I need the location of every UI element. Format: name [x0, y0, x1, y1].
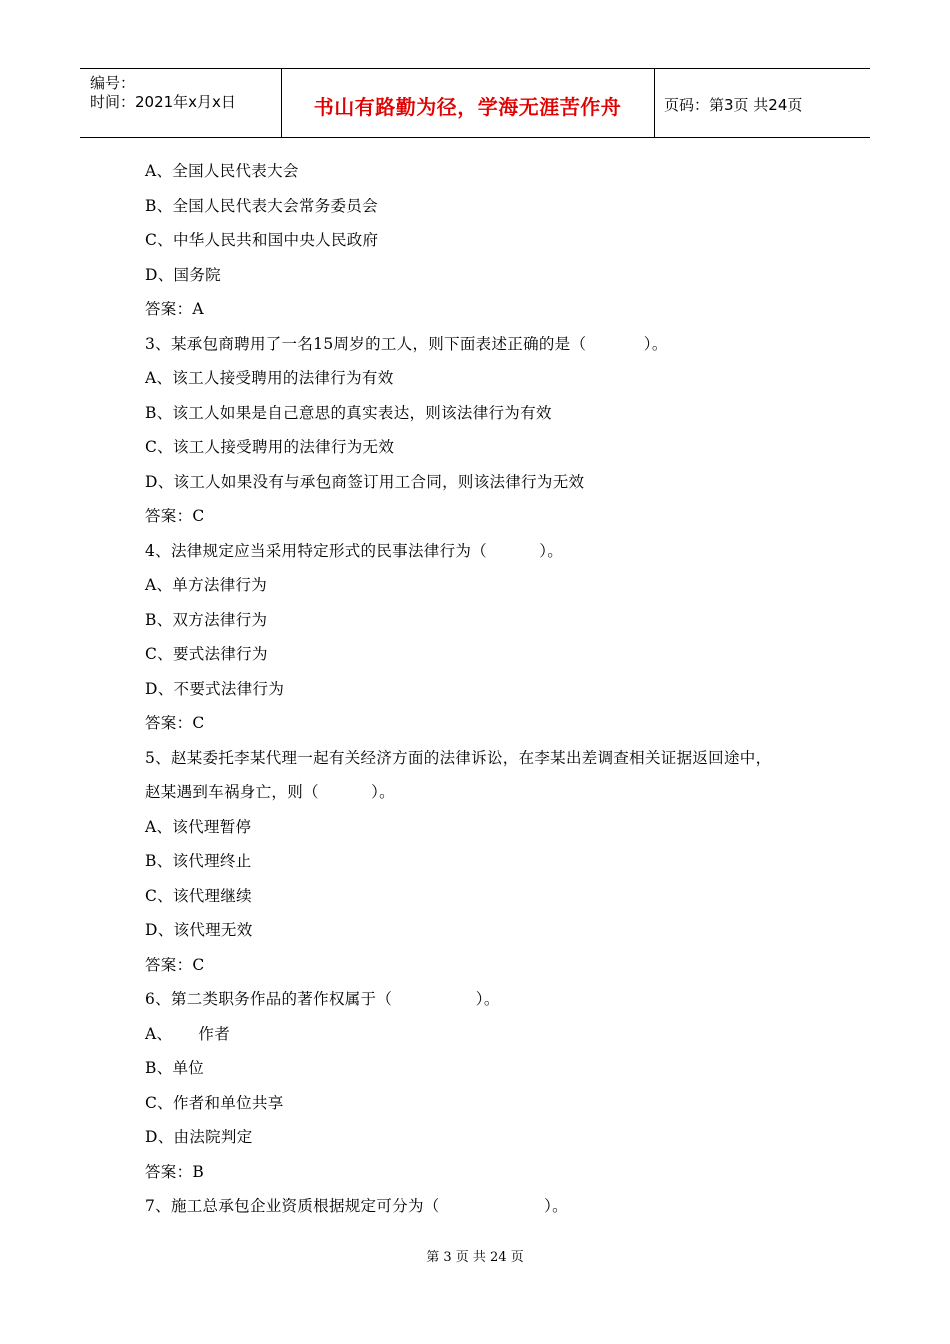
- text-line: A、全国人民代表大会: [145, 162, 299, 180]
- text-line: C、该工人接受聘用的法律行为无效: [145, 438, 395, 456]
- question-line: 4、法律规定应当采用特定形式的民事法律行为（ ）。: [145, 541, 564, 560]
- answer-line: 答案：B: [145, 1162, 205, 1181]
- answer-line: 答案：C: [145, 507, 205, 525]
- text-line: B、全国人民代表大会常务委员会: [145, 196, 378, 215]
- text-line: D、不要式法律行为: [145, 679, 285, 698]
- question-line: 3、某承包商聘用了一名15周岁的工人，则下面表述正确的是（ ）。: [145, 334, 668, 353]
- question-line: 6、第二类职务作品的著作权属于（ ）。: [145, 990, 500, 1008]
- question-line: 5、赵某委托李某代理一起有关经济方面的法律诉讼，在李某出差调查相关证据返回途中，: [145, 748, 772, 767]
- document-number-label: 编号：: [90, 74, 136, 92]
- text-line: D、国务院: [145, 265, 221, 284]
- text-line: A、该代理暂停: [145, 817, 252, 836]
- text-line: D、由法院判定: [145, 1128, 253, 1146]
- text-line: B、双方法律行为: [145, 610, 268, 629]
- text-line: A、 作者: [145, 1024, 231, 1043]
- header-page-number: 页码：第3页 共24页: [664, 96, 803, 114]
- text-line: C、作者和单位共享: [145, 1093, 284, 1112]
- page-footer: 第 3 页 共 24 页: [426, 1250, 524, 1265]
- question-line: 赵某遇到车祸身亡，则（ ）。: [145, 783, 395, 801]
- text-line: A、该工人接受聘用的法律行为有效: [145, 369, 394, 387]
- text-line: B、该代理终止: [145, 852, 252, 870]
- text-line: C、该代理继续: [145, 886, 252, 905]
- text-line: D、该代理无效: [145, 921, 253, 939]
- text-line: B、单位: [145, 1059, 205, 1077]
- header-motto: 书山有路勤为径，学海无涯苦作舟: [313, 95, 622, 119]
- text-line: A、单方法律行为: [145, 576, 268, 594]
- text-line: C、要式法律行为: [145, 645, 268, 663]
- text-line: C、中华人民共和国中央人民政府: [145, 231, 379, 249]
- page-header: [80, 68, 870, 138]
- answer-line: 答案：A: [145, 300, 204, 318]
- text-line: D、该工人如果没有与承包商签订用工合同，则该法律行为无效: [145, 472, 585, 491]
- header-meta-cell: [80, 69, 282, 137]
- answer-line: 答案：C: [145, 955, 205, 974]
- document-body: [145, 158, 845, 1228]
- document-date-label: 时间：2021年x月x日: [90, 93, 236, 111]
- text-line: B、该工人如果是自己意思的真实表达，则该法律行为有效: [145, 403, 552, 422]
- header-page-cell: [655, 69, 870, 137]
- header-motto-cell: [281, 69, 655, 137]
- question-line: 7、施工总承包企业资质根据规定可分为（ ）。: [145, 1197, 568, 1215]
- answer-line: 答案：C: [145, 714, 205, 732]
